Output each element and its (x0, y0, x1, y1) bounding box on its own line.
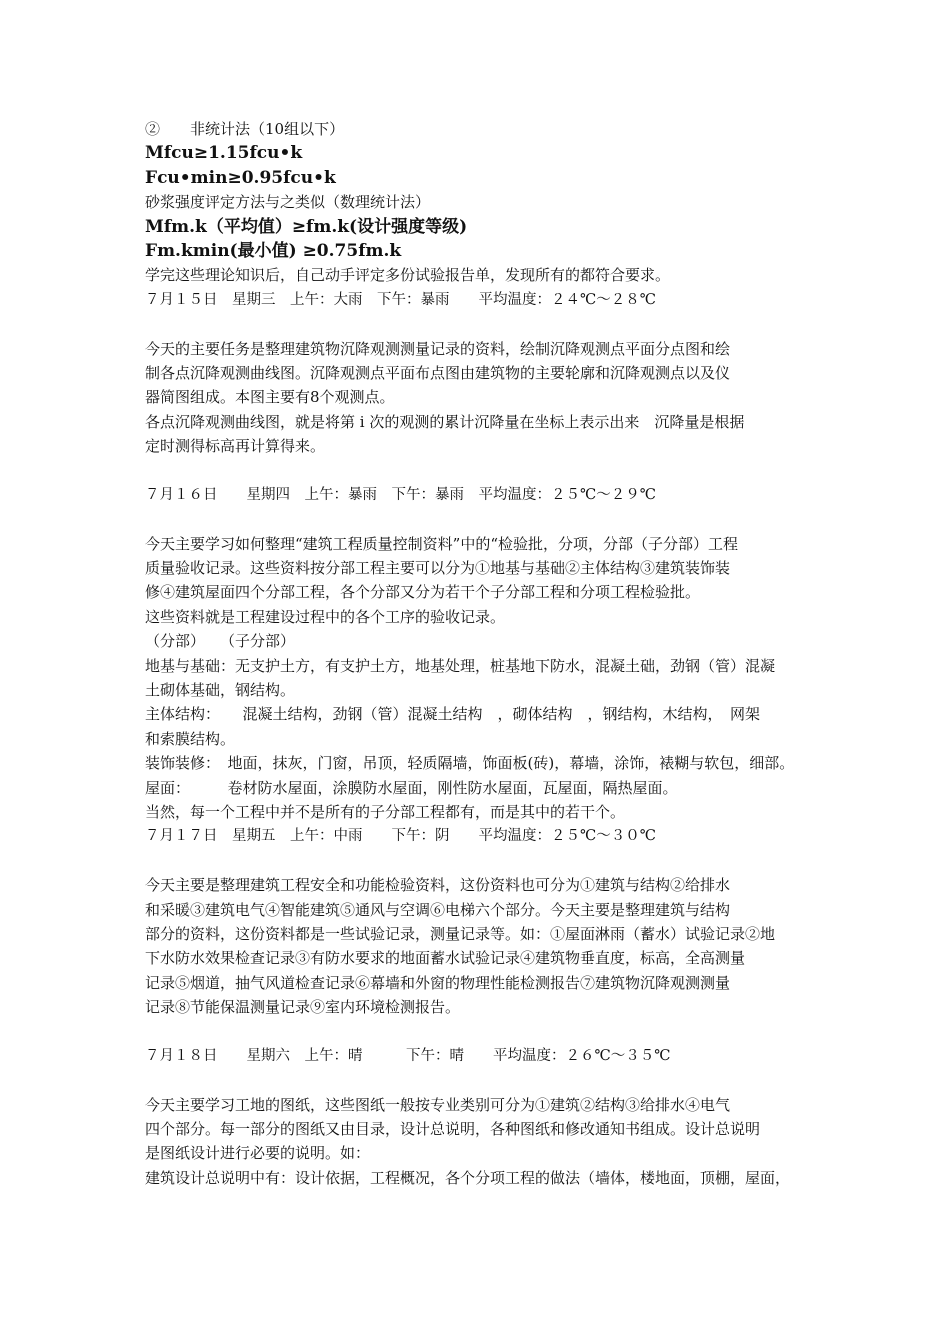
text-line: 主体结构： 混凝土结构，劲钢（管）混凝土结构 ，砌体结构 ，钢结构，木结构， 网架 (145, 705, 761, 724)
text-line: 和采暖③建筑电气④智能建筑⑤通风与空调⑥电梯六个部分。今天主要是整理建筑与结构 (145, 900, 731, 919)
text-line: 质量验收记录。这些资料按分部工程主要可以分为①地基与基础②主体结构③建筑装饰装 (145, 559, 731, 578)
text-line: 建筑设计总说明中有：设计依据，工程概况，各个分项工程的做法（墙体，楼地面，顶棚，屋面， (145, 1168, 791, 1187)
formula-line: Fcu•min≥0.95fcu•k (145, 167, 336, 188)
text-line: 这些资料就是工程建设过程中的各个工序的验收记录。 (145, 607, 506, 626)
blank-line (145, 507, 815, 531)
text-line: 部分的资料，这份资料都是一些试验记录，测量记录等。如：①屋面淋雨（蓄水）试验记录②地 (145, 924, 776, 943)
text-line: 当然，每一个工程中并不是所有的子分部工程都有，而是其中的若干个。 (145, 802, 626, 821)
text-line: 记录⑧节能保温测量记录⑨室内环境检测报告。 (145, 998, 461, 1017)
text-line: 今天主要学习如何整理“建筑工程质量控制资料”中的“检验批，分项，分部（子分部）工程 (145, 534, 739, 553)
text-line: 是图纸设计进行必要的说明。如： (145, 1144, 371, 1163)
text-line: 土砌体基础，钢结构。 (145, 680, 296, 699)
formula-line: Mfcu≥1.15fcu•k (145, 143, 303, 164)
text-line: 装饰装修： 地面，抹灰，门窗，吊顶，轻质隔墙，饰面板(砖)，幕墙，涂饰，裱糊与软包，细部。 (145, 754, 795, 773)
date-header: ７月１８日 星期六 上午：晴 下午：晴 平均温度：２６℃～３５℃ (145, 1047, 671, 1064)
text-line: 记录⑤烟道，抽气风道检查记录⑥幕墙和外窗的物理性能检测报告⑦建筑物沉降观测测量 (145, 973, 731, 992)
date-header: ７月１５日 星期三 上午：大雨 下午：暴雨 平均温度：２４℃～２８℃ (145, 291, 656, 308)
text-line: 四个部分。每一部分的图纸又由目录，设计总说明，各种图纸和修改通知书组成。设计总说明 (145, 1120, 761, 1139)
text-line: 制各点沉降观测曲线图。沉降观测点平面布点图由建筑物的主要轮廓和沉降观测点以及仪 (145, 363, 731, 382)
blank-line (145, 1019, 815, 1043)
text-line: ② 非统计法（10组以下） (145, 120, 345, 138)
text-line: 地基与基础：无支护土方，有支护土方，地基处理，桩基地下防水，混凝土础，劲钢（管）混凝 (145, 656, 776, 675)
text-line: 各点沉降观测曲线图，就是将第 i 次的观测的累计沉降量在坐标上表示出来 沉降量是根据 (145, 412, 745, 431)
text-line: （分部） （子分部） (145, 632, 296, 651)
text-line: 今天主要学习工地的图纸，这些图纸一般按专业类别可分为①建筑②结构③给排水④电气 (145, 1095, 731, 1114)
text-line: 定时测得标高再计算得来。 (145, 437, 326, 456)
text-line: 器简图组成。本图主要有8个观测点。 (145, 388, 395, 407)
text-line: 砂浆强度评定方法与之类似（数理统计法） (145, 193, 431, 212)
text-line: 今天主要是整理建筑工程安全和功能检验资料，这份资料也可分为①建筑与结构②给排水 (145, 876, 731, 895)
blank-line (145, 1068, 815, 1092)
text-line: 和索膜结构。 (145, 729, 236, 748)
formula-line: Fm.kmin(最小值) ≥0.75fm.k (145, 240, 402, 261)
blank-line (145, 849, 815, 873)
date-header: ７月１６日 星期四 上午：暴雨 下午：暴雨 平均温度：２５℃～２９℃ (145, 486, 656, 503)
blank-line (145, 458, 815, 482)
text-line: 修④建筑屋面四个分部工程，各个分部又分为若干个子分部工程和分项工程检验批。 (145, 583, 701, 602)
text-line: 下水防水效果检查记录③有防水要求的地面蓄水试验记录④建筑物垂直度，标高，全高测量 (145, 949, 746, 968)
document-body (145, 117, 815, 1190)
date-header: ７月１７日 星期五 上午：中雨 下午：阴 平均温度：２５℃～３０℃ (145, 828, 656, 845)
formula-line: Mfm.k（平均值）≥fm.k(设计强度等级) (145, 216, 468, 237)
blank-line (145, 312, 815, 336)
text-line: 今天的主要任务是整理建筑物沉降观测测量记录的资料，绘制沉降观测点平面分点图和绘 (145, 339, 731, 358)
text-line: 学完这些理论知识后，自己动手评定多份试验报告单，发现所有的都符合要求。 (145, 266, 671, 285)
text-line: 屋面： 卷材防水屋面，涂膜防水屋面，刚性防水屋面，瓦屋面，隔热屋面。 (145, 778, 678, 797)
